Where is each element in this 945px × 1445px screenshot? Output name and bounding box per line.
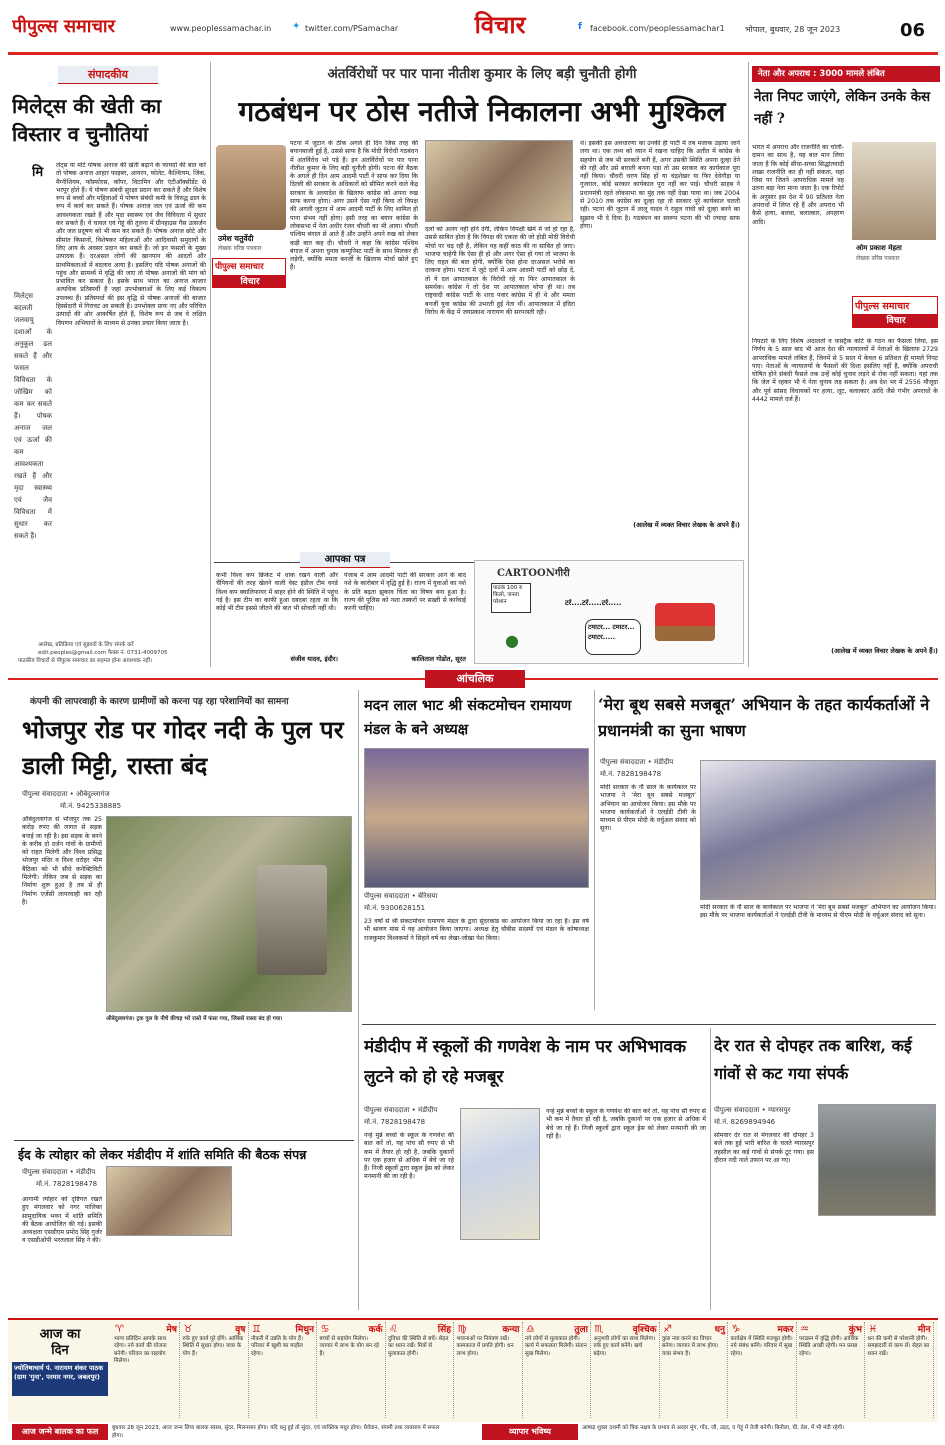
right-headline: नेता निपट जाएंगे, लेकिन उनके केस नहीं ? bbox=[754, 89, 931, 127]
letters-title: आपका पत्र bbox=[300, 552, 390, 568]
story4-byline: पीपुल्स संवाददाता • मंडीदीप bbox=[600, 758, 674, 766]
story6-byline: पीपुल्स संवाददाता • ग्यारसपुर bbox=[714, 1106, 791, 1114]
zodiac-icon: ♋ bbox=[320, 1324, 330, 1335]
story4-meeting-photo bbox=[700, 760, 936, 900]
main-article-end: (आलेख में व्यक्त विचार लेखक के अपने हैं।) bbox=[633, 521, 740, 529]
rashi-text: रुके हुए कार्य पूरे होंगे। आर्थिक स्थिति में सुधार होगा। यात्रा के योग हैं। bbox=[182, 1336, 244, 1357]
divider-right-col bbox=[748, 62, 749, 667]
website-link[interactable]: www.peoplessamachar.in bbox=[170, 24, 272, 33]
editorial-disclaimer: पाठकीय विचारों से पीपुल्स समाचार का सहमत होना आवश्यक नहीं। bbox=[18, 658, 153, 664]
letter-2: पंजाब में आम आदमी पार्टी की सरकार आने के बाद नशे के कारोबार में वृद्धि हुई है। राज्य में युवाओं का नशे के प्रति बढ़ता झुकाव चिंता का विषय बना हुआ है। राज्य की पुलिस को नशा तस्करों पर सख्ती से कार्रवाई करनी चाहिए। bbox=[344, 572, 466, 613]
editorial-email[interactable]: edit.peoples@gmail.com फैक्स नं. 0731-4009705 bbox=[38, 650, 168, 656]
story1-headline: भोजपुर रोड पर गोदर नदी के पुल पर डाली मिट्टी, रास्ता बंद bbox=[22, 715, 344, 780]
rashi-box bbox=[249, 1322, 317, 1418]
divider-regional-1 bbox=[358, 690, 359, 1310]
editorial-headline: मिलेट्स की खेती का विस्तार व चुनौतियां bbox=[12, 94, 162, 146]
rashi-text: पराक्रम में वृद्धि होगी। आर्थिक स्थिति अच्छी रहेगी। मन प्रसन्न रहेगा। bbox=[799, 1336, 859, 1357]
market-text: आषाढ़ शुक्ल दशमी को त्रिक नक्षत्र के प्रभाव से अरहर मूंग, गोंद, जौ, उड़द, व गेहूं में तेजी बनेगी। बिनौला, घी, तेल, में भी मंदी रहेगी। bbox=[582, 1425, 845, 1431]
main-headline: गठबंधन पर ठोस नतीजे निकालना अभी मुश्किल bbox=[238, 95, 726, 128]
regional-label: आंचलिक bbox=[425, 670, 525, 688]
cartoon-panel bbox=[474, 560, 744, 664]
rashi-name: वृष bbox=[235, 1325, 246, 1335]
story1-truck-shape bbox=[257, 865, 327, 975]
dateline: भोपाल, बुधवार, 28 जून 2023 bbox=[745, 25, 841, 34]
author-role-umesh: लेखक वरिष्ठ पत्रकार bbox=[218, 245, 262, 252]
facebook-link[interactable]: facebook.com/peoplessamachar1 bbox=[590, 24, 725, 33]
rashi-name: कुंभ bbox=[848, 1325, 862, 1335]
story1-caption: औबेदुल्लागंज। ट्रक पुल के नीचे कीचड़ भरे रास्ते में फंसा गया, जिससे रास्ता बंद हो गया। bbox=[106, 1016, 283, 1022]
rashi-box bbox=[318, 1322, 386, 1418]
story3-headline: मदन लाल भाट श्री संकटमोचन रामायण मंडल के बने अध्यक्ष bbox=[364, 697, 572, 738]
rashi-name: मकर bbox=[777, 1325, 794, 1335]
rashi-text: कुछ नया करने का विचार बनेगा। व्यापार में लाभ होगा। यात्रा संभव है। bbox=[662, 1336, 719, 1357]
section-title: विचार bbox=[474, 10, 526, 39]
vichar-tag-main: विचार bbox=[213, 275, 286, 288]
editorial-body: लेट्स या मोटे पोषक अनाज की खेती बढ़ाने के फायदों की बात करें तो पोषक अनाज आहार फाइबर, आयरन, फोलेट, कैल्शियम, जिंक, मैग्नीशियम, फॉस्फोरस, कॉपर, विटामिन और एंटीऑक्सीडेंट से भरपूर होते हैं। ये पोषण संबंधी सुरक्षा प्रदान कर सकते हैं और विशेष रूप से बच्चों और महिलाओं में पोषण संबंधी कमी के विरुद्ध ढाल के रूप में कार्य कर सकते हैं। पोषक अनाज जल एवं ऊर्जा की कम आवश्यकता रखते हैं और मृदा स्वास्थ्य एवं जैव विविधता में सुधार कर सकते हैं। ये चावल एवं गेहूं की तुलना में ग्रीनहाउस गैस उत्सर्जन और जल प्रदूषण को भी कम कर सकते हैं। पोषक अनाज छोटे और सीमांत किसानों, विशेषकर महिलाओं और आदिवासी समुदायों के लिए आय के अवसर प्रदान कर सकते हैं। जो इन फसलों के मुख्य उत्पादक हैं। दरअसल लोगों की खानपान की आदतों और प्राथमिकताओं में बदलाव आया है। इसलिए यदि पोषक अनाजों की पहुंच और सामर्थ्य में वृद्धि की जाए तो पोषक अनाजों की मांग को प्रभावित कर सकता है। इसके साथ भारत का अनाज बाजार अत्यधिक प्रतिस्पर्धी है जहां उपभोक्ताओं के लिए कई विकल्प उपलब्ध हैं। प्रतिस्पर्धा की इस वृद्धि से पोषक अनाजों की बाजार हिस्सेदारी में गिरावट आ सकती है। उपभोक्ता प्रायः नए और परिचित उत्पादों की ओर आकर्षित होते हैं, विशेष रूप से जब वे लक्षित विपणन अभियानों के माध्यम से उनका प्रचार किया जाता है। bbox=[56, 162, 206, 327]
rashi-text: भाग्य प्रतिदिन आपके साथ रहेगा। नये कार्य की योजना बनेगी। परिवार का सहयोग मिलेगा। bbox=[114, 1336, 167, 1365]
rashi-name: धनु bbox=[714, 1325, 725, 1335]
story4-headline: ‘मेरा बूथ सबसे मजबूत’ अभियान के तहत कार्यकर्ताओं ने प्रधानमंत्री का सुना भाषण bbox=[598, 695, 930, 740]
cartoon-sign: पाठक 100 रु किलो, जनता परेशान bbox=[491, 583, 531, 613]
story2-meeting-photo bbox=[106, 1166, 232, 1236]
rashi-text: अनुभवी लोगों का साथ मिलेगा। रुके हुए कार्य बनेंगे। खर्च बढ़ेगा। bbox=[593, 1336, 656, 1357]
divider-regional-2 bbox=[594, 690, 595, 1010]
story2-rule bbox=[14, 1140, 354, 1141]
vichar-logo-main-text: पीपुल्स समाचार bbox=[215, 262, 264, 272]
story2-mobile: मो.नं. 7828198478 bbox=[36, 1180, 98, 1188]
right-column bbox=[752, 62, 940, 667]
market-label: व्यापार भविष्य bbox=[482, 1424, 578, 1440]
zodiac-icon: ♎ bbox=[526, 1324, 535, 1335]
story3-group-photo bbox=[364, 748, 589, 888]
rashi-box bbox=[797, 1322, 865, 1418]
rashi-box bbox=[181, 1322, 249, 1418]
story6-mobile: मो.नं. 8269894946 bbox=[714, 1118, 776, 1126]
right-body-2: निपटारे के लिए विशेष अदालतों व फास्ट्रैक कोर्ट के गठन का फैसला लिया, इस निर्णय के 5 साल बाद भी आज देश की न्यायालयों में नेताओं के खिलाफ 2729 आपराधिक मामले लंबित हैं, जिनमें से 5 साल में केवल 6 प्रतिशत ही मामले निपट पाए। नेताओं के न्यायालयों के फैसलों की दिशा इसलिए नहीं है, क्योंकि अपराधी घोषित होने संबंधी फैसले तक उन्हें कोई चुनाव लड़ने से रोक नहीं सकता। यहां तक कि जेल में रहकर भी ये नेता चुनाव लड़ सकता है। अब देश भर में 2556 मौजूदा और पूर्व सांसद विधायकों पर हत्या, लूट, बलात्कार आदि जैसे गंभीर अपराधों के 4442 मामले दर्ज हैं। bbox=[752, 338, 938, 404]
rashi-text: बच्चों से सहयोग मिलेगा। व्यापार में लाभ के योग बन रहे हैं। bbox=[319, 1336, 379, 1357]
rashi-text: कार्यक्षेत्र में स्थिति मजबूत होगी। नये संबंध बनेंगे। परिवार में सुख रहेगा। bbox=[730, 1336, 793, 1357]
story1-kicker: कंपनी की लापरवाही के कारण ग्रामीणों को करना पड़ रहा परेशानियों का सामना bbox=[30, 697, 289, 707]
main-kicker: अंतर्विरोधों पर पार पाना नीतीश कुमार के लिए बड़ी चुनौती होगी bbox=[327, 66, 637, 82]
main-col2: दलों को अलग नहीं होने देगी, लेकिन विपक्षी खेमे में जो हो रहा है, उससे साबित होता है कि विपक्ष की एकता की जो होड़ी मोदी विरोधी मोर्चा पर चढ़ रही है, लेकिन यह कहीं काठ की ना साबित हो जाए। भाजपा चाहेगी कि ऐसा ही हो और अगर ऐसा हो गया तो भाजपा के लिए राहत की बात होगी, क्योंकि ऐसा होना दरअसल भरोसे का दरकना होगा। पटना में जुटे दलों में आम आदमी पार्टी को छोड़ दें, तो ये दल आपातकाल के विरोधी रहे या फिर आपातकाल के समर्थक। कांग्रेस ने तो देश पर आपातकाल थोपा ही था। तब राष्ट्रवादी कांग्रेस पार्टी के शरद पवार कांग्रेस में ही थे और ममता बनर्जी युवा कांग्रेस की उभरती हुई नेता थीं। आपातकाल में इंदिरा विरोध के केंद्र में जयप्रकाश नारायण की सरपरस्ती रही। bbox=[425, 226, 575, 316]
main-col3: थे। इसकी इस अवधारणा का उनकी ही पार्टी में तब मजाक उड़ाया जाने लगा था। एक तथ्य को ध्यान में रखना चाहिए कि अतीत में कांग्रेस के सहयोग से जब भी सरकारें बनी हैं, अगर उसकी स्थिति अपना दूल्हा देने की रही और उसे बाराती बनना पड़ा तो उस सरकार का कार्यकाल पूरा नहीं किया। चौधरी चरण सिंह हों या चंद्रशेखर या फिर देवेगौड़ा या गुजराल, कोई सरकार कार्यकाल पूरा नहीं कर पाई। चौधरी साहब ने प्रधानमंत्री रहते लोकसभा का मुंह तक नहीं देखा पाया था। जब 2004 से 2010 तक कांग्रेस का दूल्हा रहा तो सरकार पूरे कार्यकाल चलती रही। पटना की जुटान में लालू यादव ने राहुल गांधी को दूल्हा बनने का सुझाव भी दे दिया है। गठबंधन का स्वरूप पटना की भी ज्यादा साफ होगा। bbox=[580, 140, 740, 230]
story5-mobile: मो.नं. 7828198478 bbox=[364, 1118, 426, 1126]
zodiac-icon: ♏ bbox=[594, 1324, 604, 1335]
rashi-name: वृश्चिक bbox=[632, 1325, 657, 1335]
main-col1: पटना में जुटान के ठीक अगले ही दिन जिस तरह की बयानबाजी हुई है, उससे साफ है कि मोदी विरोधी गठबंधन में अंतर्विरोध भरे पड़े हैं। इन अंतर्विरोधों पर पार पाना नीतीश कुमार के लिए बड़ी चुनौती होगी। पटना की बैठक के अगले ही दिन आम आदमी पार्टी ने साफ कर दिया कि दिल्ली की सरकार के अधिकारों को सीमित करने वाले केंद्र सरकार के अध्यादेश के खिलाफ कांग्रेस को अपना रुख साफ करना होगा। अगर उसने ऐसा नहीं किया तो विपक्ष की अगली जुटान में आम आदमी पार्टी के लिए शामिल हो पाना संभव नहीं होगा। इसी तरह का बयान कांग्रेस के लोकसभा में नेता अधीर रंजन चौधरी का भी आया। चौधरी पश्चिम बंगाल से आते हैं और उन्होंने अपने रुख को लेकर कड़ी बात कह दी। चौधरी ने कहा कि कांग्रेस पश्चिम बंगाल में अपना चुनाव कम्युनिस्ट पार्टी के साथ मिलकर ही लड़ेगी, क्योंकि ममता बनर्जी के खिलाफ मोर्चा खोले हुए हैं। bbox=[290, 140, 418, 272]
page-number: 06 bbox=[900, 20, 926, 41]
rashi-box bbox=[592, 1322, 660, 1418]
zodiac-icon: ♐ bbox=[663, 1324, 672, 1335]
story3-body: 23 वर्षों से श्री संकटमोचन रामायण मंडल के द्वारा सुंदरकांड का आयोजन किया जा रहा है। इस वर्ष भी श्रावण मास में यह आयोजन किया जाएगा। अध्यक्ष हेतु चौबीस सदस्यों एवं मंडल के कोषाध्यक्ष राजकुमार विश्वकर्मा ने सिहले वर्ष का लेखा-जोखा पेश किया। bbox=[364, 918, 589, 942]
story5-byline: पीपुल्स संवाददाता • मंडीदीप bbox=[364, 1106, 438, 1114]
story2-byline: पीपुल्स संवाददाता • मंडीदीप bbox=[22, 1168, 96, 1176]
zodiac-icon: ♊ bbox=[252, 1324, 261, 1335]
story3-byline: पीपुल्स संवाददाता • बेरिसया bbox=[364, 892, 438, 900]
letter-2-signature: कालिताल गोडोत, सूरत bbox=[411, 655, 466, 663]
letter-1-signature: संजीव यादव, इंदौर। bbox=[290, 655, 338, 663]
horoscope-astrologer: ज्योतिषाचार्य पं. नारायण शंकर पाठक (ग्राम 'गुना', परमार नगर, जबलपुर) bbox=[12, 1362, 108, 1396]
zodiac-icon: ♓ bbox=[868, 1324, 878, 1335]
horoscope-title-1: आज का bbox=[39, 1327, 81, 1340]
story6-headline: देर रात से दोपहर तक बारिश, कई गांवों से कट गया संपर्क bbox=[714, 1036, 912, 1083]
story1-truck-photo bbox=[106, 816, 352, 1012]
rashi-box bbox=[523, 1322, 591, 1418]
right-article-end: (आलेख में व्यक्त विचार लेखक के अपने हैं।) bbox=[831, 647, 938, 655]
story1-body: औबेदुल्लागंज से भोजपुर तक 25 करोड़ रुपए की लागत से सड़क बनाई जा रही है। इस सड़क के बनने के करीब दो दर्जन गांवों के ग्रामीणों को राहत मिलेगी और विश्व प्रसिद्ध भोजपुर मंदिर व विश्व धरोहर भीम बैठिका को भी सीधे कनेक्टिविटी मिलेगी। लेकिन जब से सड़क का निर्माण शुरू हुआ है तब से ही निर्माण एजेंसी लापरवाही कर रही है। bbox=[22, 816, 102, 906]
story5-headline: मंडीदीप में स्कूलों की गणवेश के नाम पर अभिभावक लुटने को हो रहे मजबूर bbox=[364, 1037, 687, 1087]
rashi-text: नये लोगों से मुलाकात होगी। कार्य में सफलता मिलेगी। संतान सुख मिलेगा। bbox=[525, 1336, 587, 1357]
twitter-icon: ✦ bbox=[292, 22, 301, 32]
right-body-1: भारत में अपराध और राजनीति का चोली-दामन का साथ है, यह बात मान लिया जाता है कि कोई सीधा-सच्चा सिद्धांतवादी शख्स राजनीति कर ही नहीं सकता, यहां जिस पर जितने आपराधिक मामले वह उतना बड़ा नेता माना जाता है। एक रिपोर्ट के अनुसार इस देश में 90 प्रतिशत नेता अपराधों में लिप्त रहे हैं और अपराध भी कैसे हत्या, बलवा, बलात्कार, अपहरण आदि। bbox=[752, 144, 844, 226]
author-photo-omprakash bbox=[852, 142, 936, 240]
rashi-box bbox=[386, 1322, 454, 1418]
editorial-footer-line1: आलेख, प्रतिक्रिया एवं सुझावों के लिए संपर्क करें bbox=[38, 642, 134, 648]
author-name-umesh: उमेश चतुर्वेदी bbox=[218, 234, 254, 243]
story4-body: मोदी सरकार के नौ साल के कार्यकाल पर भाजपा ने ‘मेरा बूथ सबसे मजबूत’ अभियान का आयोजन किया। इस मौके पर भाजपा कार्यकर्ताओं ने एलईडी टीवी के माध्यम से पीएम मोदी के वर्चुअल संवाद को सुना। bbox=[600, 784, 696, 833]
story6-rain-photo bbox=[818, 1104, 936, 1216]
zodiac-icon: ♌ bbox=[389, 1324, 398, 1335]
vichar-logo-right-text: पीपुल्स समाचार bbox=[855, 301, 910, 311]
rashi-name: कन्या bbox=[502, 1325, 520, 1335]
rashi-text: भावनाओं पर नियंत्रण रखें। कामकाज में प्रगति होगी। धन लाभ होगा। bbox=[456, 1336, 514, 1357]
rashi-text: धन की कमी से परेशानी होगी। समझदारी से काम लें। सेहत का ध्यान रखें। bbox=[867, 1336, 930, 1357]
zodiac-icon: ♑ bbox=[731, 1324, 741, 1335]
vichar-logo-main bbox=[212, 258, 286, 288]
zodiac-icon: ♈ bbox=[115, 1324, 124, 1335]
story4-mobile: मो.नं. 7828198478 bbox=[600, 770, 662, 778]
author-role-omprakash: लेखक वरिष्ठ पत्रकार bbox=[856, 255, 900, 262]
story4-body-continued: मोदी सरकार के नौ साल के कार्यकाल पर भाजपा ने ‘मेरा बूथ सबसे मजबूत’ अभियान का आयोजन किया। इस मौके पर भाजपा कार्यकर्ताओं ने एलईडी टीवी के माध्यम से पीएम मोदी के वर्चुअल संवाद को सुना। bbox=[700, 904, 936, 920]
cartoon-title: CARTOONगीरी bbox=[497, 568, 570, 579]
letter-1: कभी विश्व कप क्रिकेट में धाक रखने वाली और चैंपियनों की तरह खेलने वाली वेस्ट इंडीज टीम वनडे विश्व कप क्वालिफायर में बाहर होने की स्थिति में पहुंच गई है। इस टीम का काफी हुआ दबदबा रहता था कि कोई भी टीम इससे जीतने की बात भी सोचती नहीं थी। bbox=[216, 572, 338, 613]
rashi-box bbox=[866, 1322, 934, 1418]
editorial-footer bbox=[8, 640, 208, 666]
opposition-leaders-photo bbox=[425, 140, 573, 222]
masthead-rule bbox=[8, 52, 938, 55]
masthead-logo: पीपुल्स समाचार bbox=[12, 16, 115, 37]
story1-mobile: मो.नं. 9425338885 bbox=[60, 802, 122, 810]
rashi-box bbox=[112, 1322, 180, 1418]
story1-byline: पीपुल्स संवाददाता • औबेदुल्लागंज bbox=[22, 790, 110, 798]
cartoon-frog-icon: ● bbox=[505, 631, 519, 650]
story5-rule bbox=[362, 1024, 936, 1025]
rashi-box bbox=[660, 1322, 728, 1418]
cartoon-tomato-cart bbox=[655, 603, 715, 641]
story2-body: आगामी त्योहार को दृष्टिगत रखते हुए मंगलवार को नगर पालिका सामुदायिक भवन में शांति समिति की बैठक आयोजित की गई। इसकी अध्यक्षता एसडीएम प्रमोद सिंह गुर्जर व एसडीओपी भरतलाल सिंह ने की। bbox=[22, 1196, 102, 1245]
editorial-pullquote: मिलेट्स बदलती जलवायु दशाओं के अनुकूल ढल सकते हैं और फसल विविधता के जोखिम को कम कर सकते हैं। पोषक अनाज जल एवं ऊर्जा की कम आवश्यकता रखते हैं और मृदा स्वास्थ्य एवं जैव विविधता में सुधार कर सकते हैं। bbox=[14, 292, 52, 540]
zodiac-icon: ♍ bbox=[457, 1324, 467, 1335]
rashi-name: तुला bbox=[574, 1325, 588, 1335]
facebook-icon: f bbox=[578, 22, 582, 32]
divider-editorial bbox=[210, 62, 211, 667]
story5-school-photo bbox=[460, 1108, 540, 1240]
rashi-name: मिथुन bbox=[295, 1325, 314, 1335]
rashi-name: मीन bbox=[917, 1325, 931, 1335]
author-name-omprakash: ओम प्रकाश मेहता bbox=[856, 244, 902, 252]
story3-mobile: मो.नं. 9300628151 bbox=[364, 904, 426, 912]
right-label: नेता और अपराध : 3000 मामले लंबित bbox=[752, 66, 940, 82]
rashi-box bbox=[729, 1322, 797, 1418]
rashi-text: दुविधा की स्थिति से बचें। सेहत का ध्यान रखें। मित्रों से मुलाकात होगी। bbox=[388, 1336, 449, 1357]
editorial-drop-letter: मि bbox=[32, 165, 44, 180]
cartoon-speech-frogs: टर्र....टर्र.....टर्र..... bbox=[565, 599, 622, 607]
rashi-text: नौकरी में उन्नति के योग हैं। परिवार में खुशी का माहौल रहेगा। bbox=[251, 1336, 304, 1357]
birthday-text: बुधवार 28 जून 2023, आज जन्म लिया बालक स्वस्थ, सुंदर, मिलनसार होगा। यदि धनु हुई तो सुंदर, एवं व्यक्तिक मधुर होगा। धैर्यवान, संयमी तथा व्यवसाय में सफल होगा। bbox=[112, 1425, 440, 1439]
vichar-tag-right: विचार bbox=[853, 314, 938, 328]
rashi-box bbox=[455, 1322, 523, 1418]
rashi-name: मेष bbox=[166, 1325, 177, 1335]
birthday-label: आज जन्मे बालक का फल bbox=[12, 1424, 108, 1440]
story5-body: नन्हे मुन्ने बच्चों के स्कूल के गणवेश की बात करें तो, यह पांच सौ रुपए से भी कम में तैयार हो रही है, जबकि दुकानों पर एक हजार से अधिक में बेचे जा रहे हैं। निजी स्कूलों द्वारा स्कूल ड्रेस को लेकर मनमानी की जा रही है। bbox=[364, 1132, 454, 1181]
zodiac-icon: ♉ bbox=[183, 1324, 193, 1335]
horoscope-title-2: दिन bbox=[51, 1343, 69, 1356]
rashi-name: सिंह bbox=[437, 1325, 451, 1335]
story5-body-continued: नन्हे मुन्ने बच्चों के स्कूल के गणवेश की बात करें तो, यह पांच सौ रुपए से भी कम में तैयार हो रही है, जबकि दुकानों पर एक हजार से अधिक में बेचे जा रहे हैं। निजी स्कूलों द्वारा स्कूल ड्रेस को लेकर मनमानी की जा रही है। bbox=[546, 1108, 706, 1140]
editorial-label: संपादकीय bbox=[58, 66, 158, 84]
zodiac-icon: ♒ bbox=[800, 1324, 809, 1335]
vichar-logo-right bbox=[852, 296, 938, 328]
divider-regional-3 bbox=[710, 1028, 711, 1310]
story6-body: सोमवार देर रात से मंगलवार की दोपहर 3 बजे तक हुई भारी बारिश के चलते ग्यारसपुर तहसील का कई गांवों से संपर्क टूट गया। इस दौरान नदी नाले उफान पर आ गए। bbox=[714, 1132, 814, 1164]
rashi-name: कर्क bbox=[368, 1325, 383, 1335]
twitter-link[interactable]: twitter.com/PSamachar bbox=[305, 24, 399, 33]
masthead bbox=[0, 0, 945, 60]
story2-headline: ईद के त्योहार को लेकर मंडीदीप में शांति समिति की बैठक संपन्न bbox=[18, 1147, 307, 1162]
author-photo-umesh bbox=[216, 145, 286, 230]
cartoon-speech-vendor: टमाटर... टमाटर... टमाटर..... bbox=[585, 619, 641, 655]
